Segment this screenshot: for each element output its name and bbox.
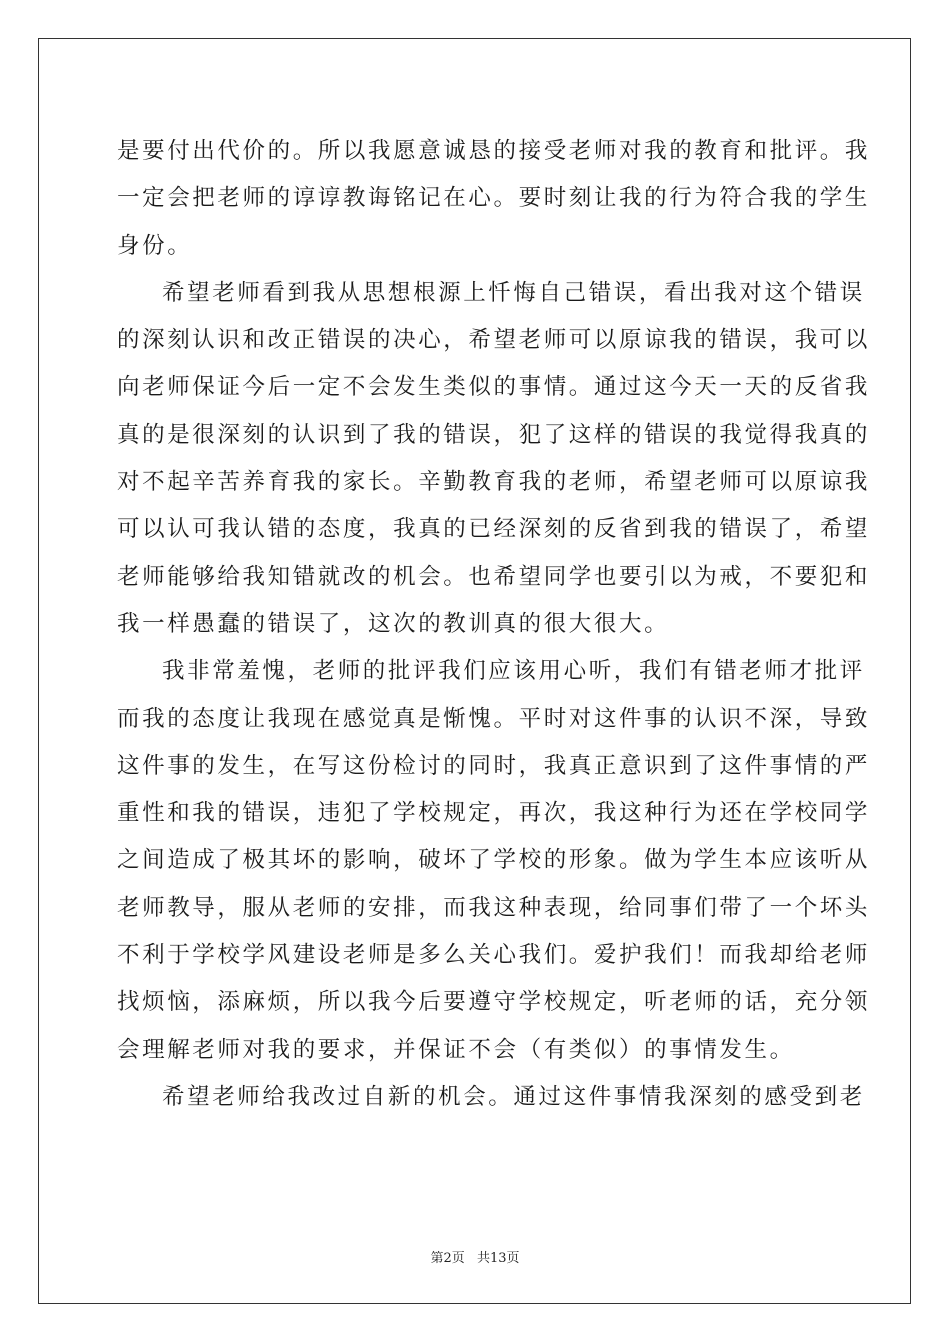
text-line: 而我的态度让我现在感觉真是惭愧。平时对这件事的认识不深，导致 <box>117 705 871 732</box>
text-line: 的深刻认识和改正错误的决心，希望老师可以原谅我的错误，我可以 <box>117 327 871 354</box>
text-line: 这件事的发生，在写这份检讨的同时，我真正意识到了这件事情的严 <box>117 752 871 779</box>
text-line: 会理解老师对我的要求，并保证不会（有类似）的事情发生。 <box>117 1036 795 1063</box>
text-line: 之间造成了极其坏的影响，破坏了学校的形象。做为学生本应该听从 <box>117 847 871 874</box>
text-line: 不利于学校学风建设老师是多么关心我们。爱护我们！而我却给老师 <box>117 942 871 969</box>
text-line: 我一样愚蠢的错误了，这次的教训真的很大很大。 <box>117 610 670 637</box>
document-body <box>117 128 871 1121</box>
text-line: 老师能够给我知错就改的机会。也希望同学也要引以为戒，不要犯和 <box>117 563 871 590</box>
paragraph-start-line: 我非常羞愧，老师的批评我们应该用心听，我们有错老师才批评 <box>162 658 865 685</box>
text-line: 可以认可我认错的态度，我真的已经深刻的反省到我的错误了，希望 <box>117 516 871 543</box>
paragraph-start-line: 希望老师给我改过自新的机会。通过这件事情我深刻的感受到老 <box>162 1083 865 1110</box>
text-line: 真的是很深刻的认识到了我的错误，犯了这样的错误的我觉得我真的 <box>117 421 871 448</box>
text-line: 重性和我的错误，违犯了学校规定，再次，我这种行为还在学校同学 <box>117 800 871 827</box>
text-line: 是要付出代价的。所以我愿意诚恳的接受老师对我的教育和批评。我 <box>117 138 871 164</box>
text-line: 身份。 <box>117 232 193 259</box>
page-number: 第2页 <box>430 1251 465 1266</box>
total-pages: 共13页 <box>476 1251 520 1266</box>
text-line: 向老师保证今后一定不会发生类似的事情。通过这今天一天的反省我 <box>117 374 871 401</box>
text-line: 一定会把老师的谆谆教诲铭记在心。要时刻让我的行为符合我的学生 <box>117 185 871 212</box>
text-line: 找烦恼，添麻烦，所以我今后要遵守学校规定，听老师的话，充分领 <box>117 989 871 1016</box>
page-footer <box>0 1247 950 1266</box>
text-line: 对不起辛苦养育我的家长。辛勤教育我的老师，希望老师可以原谅我 <box>117 469 871 496</box>
text-line: 老师教导，服从老师的安排，而我这种表现，给同事们带了一个坏头 <box>117 894 871 921</box>
paragraph-start-line: 希望老师看到我从思想根源上忏悔自己错误，看出我对这个错误 <box>162 279 865 306</box>
